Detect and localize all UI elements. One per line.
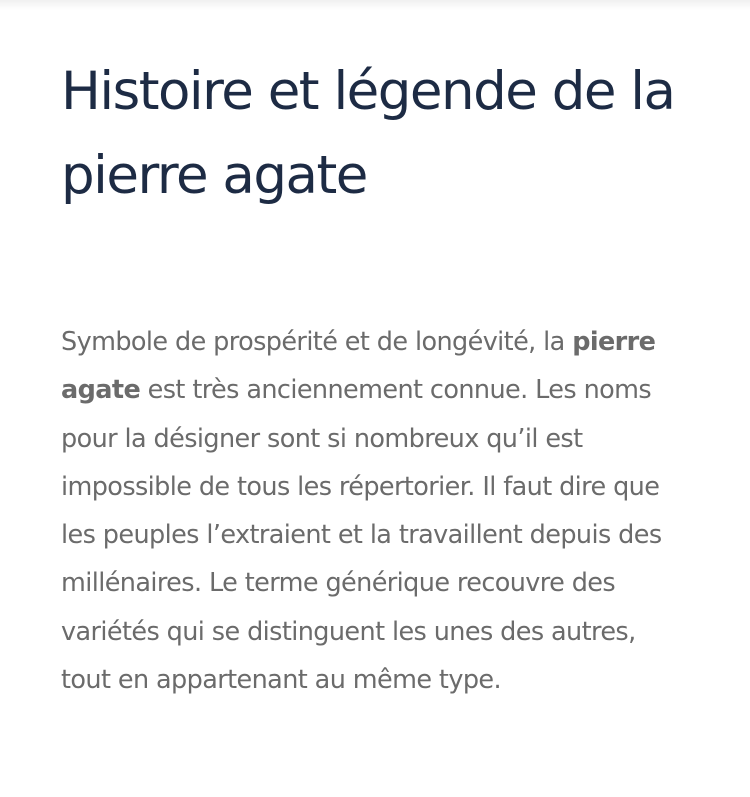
keyword-highlight: pierre agate (61, 327, 656, 406)
paragraph-rest: est très anciennement connue. Les noms pour la désigner sont si nombreux qu’il est impossible de tous les répertorier. Il faut dire que les peuples l’extraient et la travaillent depuis des millénaires. Le terme générique recouvre des variétés qui se distinguent les unes des autres, tout en appartenant au même type. (61, 375, 662, 696)
paragraph-intro: Symbole de prospérité et de longévité, la (61, 327, 573, 357)
article (61, 50, 701, 218)
header-shadow (0, 0, 750, 10)
article-title: Histoire et légende de la pierre agate (61, 61, 675, 206)
article-paragraph (61, 318, 671, 704)
